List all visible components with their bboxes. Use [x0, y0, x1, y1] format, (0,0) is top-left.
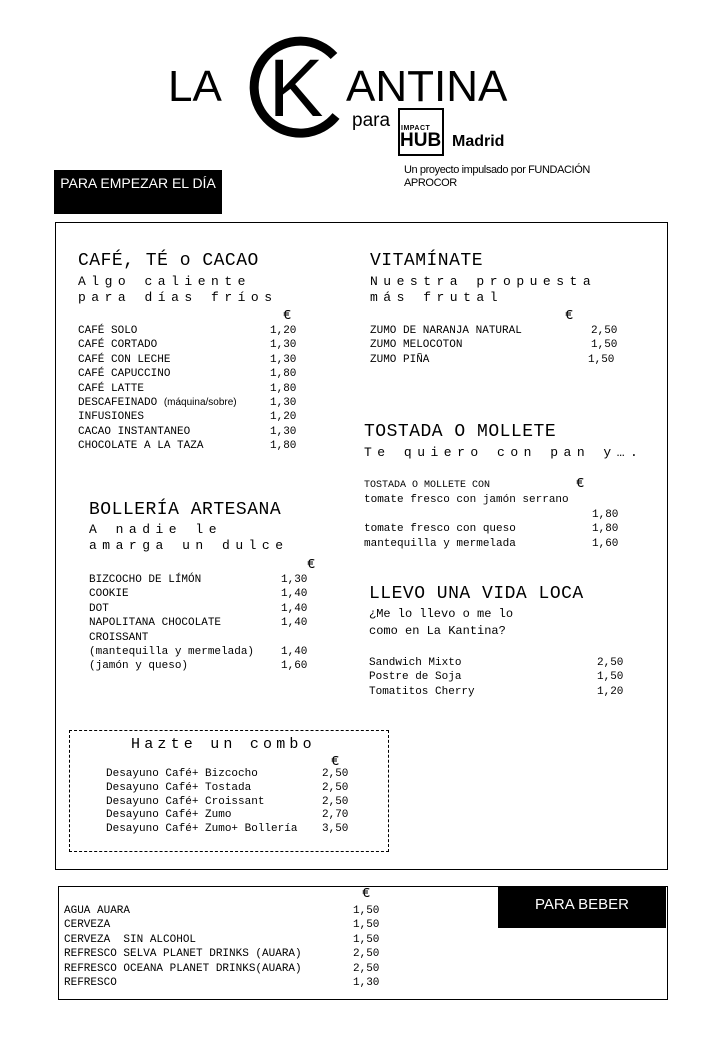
list-item: REFRESCO 1,30	[64, 976, 380, 989]
list-item: CACAO INSTANTANEO 1,30	[78, 425, 297, 438]
list-item: CERVEZA 1,50	[64, 919, 380, 932]
list-item: DOT 1,40	[89, 602, 308, 615]
list-item: BIZCOCHO DE LÍMÓN 1,30	[89, 574, 308, 586]
bolleria-currency: €	[307, 557, 316, 573]
drinks-list	[64, 904, 394, 990]
list-item: CAFÉ SOLO 1,20	[78, 325, 297, 337]
list-item: tomate fresco con jamón serrano	[364, 494, 569, 507]
list-item: (mantequilla y mermelada) 1,40	[89, 645, 308, 658]
vidaloca-subtitle-1: ¿Me lo llevo o me lo	[369, 607, 514, 621]
list-item: tomate fresco con queso 1,80	[364, 523, 619, 536]
bolleria-title: BOLLERÍA ARTESANA	[89, 500, 282, 520]
list-item: REFRESCO OCEANA PLANET DRINKS(AUARA) 2,50	[64, 962, 380, 975]
list-item: CAFÉ CORTADO 1,30	[78, 339, 297, 352]
list-item: Postre de Soja 1,50	[369, 671, 624, 684]
combo-currency: €	[331, 754, 340, 770]
list-item: Desayuno Café+ Zumo 2,70	[106, 809, 349, 822]
logo-antina-text: ANTINA	[346, 62, 508, 111]
tostada-list	[364, 476, 644, 551]
vitaminate-currency: €	[565, 308, 574, 324]
cafe-currency: €	[283, 308, 292, 324]
logo-para-text: para	[352, 110, 391, 131]
list-item: TOSTADA O MOLLETE CON €	[364, 476, 585, 492]
cafe-title: CAFÉ, TÉ o CACAO	[78, 251, 259, 271]
list-item: (jamón y queso) 1,60	[89, 660, 308, 673]
list-item: ZUMO MELOCOTON 1,50	[370, 339, 618, 352]
list-item: Desayuno Café+ Tostada 2,50	[106, 781, 349, 794]
list-item: NAPOLITANA CHOCOLATE 1,40	[89, 617, 308, 630]
list-item: ZUMO PIÑA 1,50	[370, 353, 615, 366]
banner-para-beber: PARA BEBER	[498, 886, 666, 928]
combo-list	[106, 768, 376, 837]
vitaminate-subtitle: Nuestra propuesta más frutal	[370, 274, 597, 305]
logo-k-letter: K	[268, 43, 324, 134]
logo-la-text: LA	[168, 62, 222, 111]
logo-k-circle	[242, 32, 352, 140]
impact-hub-hub: HUB	[400, 130, 442, 151]
vitaminate-list	[370, 324, 630, 367]
list-item: AGUA AUARA 1,50	[64, 905, 380, 917]
list-item: REFRESCO SELVA PLANET DRINKS (AUARA) 2,50	[64, 948, 380, 961]
list-item: Sandwich Mixto 2,50	[369, 657, 624, 669]
impact-hub-impact: IMPACT	[401, 125, 431, 132]
list-item: CERVEZA SIN ALCOHOL 1,50	[64, 933, 380, 946]
list-item: Tomatitos Cherry 1,20	[369, 685, 624, 698]
bolleria-subtitle: A nadie le amarga un dulce	[89, 522, 289, 553]
list-item: INFUSIONES 1,20	[78, 411, 297, 424]
list-item: mantequilla y mermelada 1,60	[364, 537, 619, 550]
vitaminate-title: VITAMÍNATE	[370, 251, 484, 271]
list-item: 1,80	[592, 508, 619, 521]
list-item: CAFÉ LATTE 1,80	[78, 382, 297, 395]
list-item: CAFÉ CON LECHE 1,30	[78, 353, 297, 366]
bolleria-list	[89, 573, 319, 674]
list-item: CROISSANT	[89, 631, 149, 644]
list-item: Desayuno Café+ Croissant 2,50	[106, 795, 349, 808]
proyecto-text: Un proyecto impulsado por FUNDACIÓN APROCOR	[404, 164, 590, 189]
drinks-currency: €	[362, 886, 371, 902]
vidaloca-subtitle	[369, 606, 513, 640]
vidaloca-list	[369, 656, 639, 699]
cafe-subtitle: Algo caliente para días fríos	[78, 274, 278, 305]
list-item: Desayuno Café+ Zumo+ Bollería 3,50	[106, 823, 349, 836]
list-item: ZUMO DE NARANJA NATURAL 2,50	[370, 325, 618, 337]
vidaloca-title: LLEVO UNA VIDA LOCA	[369, 584, 584, 604]
list-item: Desayuno Café+ Bizcocho 2,50	[106, 768, 349, 780]
tostada-title: TOSTADA O MOLLETE	[364, 422, 557, 442]
vidaloca-subtitle-2: como en La Kantina?	[369, 624, 506, 638]
cafe-list	[78, 324, 308, 454]
tostada-subtitle: Te quiero con pan y….	[364, 445, 644, 460]
list-item: CAFÉ CAPUCCINO 1,80	[78, 368, 297, 381]
list-item: DESCAFEINADO (máquina/sobre) 1,30	[78, 396, 297, 409]
combo-title: Hazte un combo	[131, 736, 316, 753]
banner-para-empezar: PARA EMPEZAR EL DÍA	[54, 170, 222, 214]
impact-hub-madrid: Madrid	[452, 133, 505, 150]
list-item: COOKIE 1,40	[89, 588, 308, 601]
list-item: CHOCOLATE A LA TAZA 1,80	[78, 440, 297, 453]
